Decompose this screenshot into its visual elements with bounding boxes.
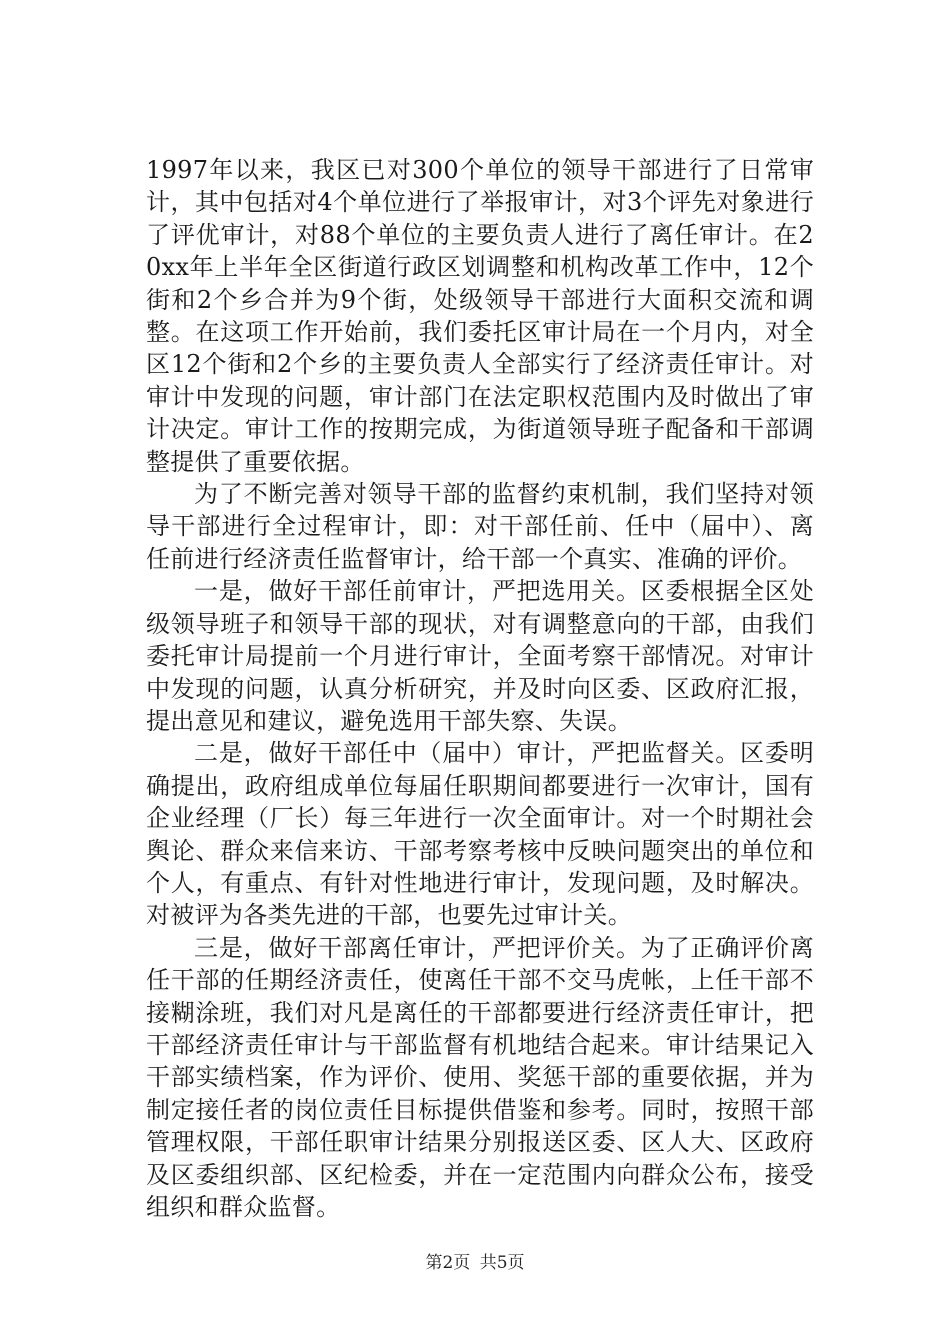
paragraph-5: 三是，做好干部离任审计，严把评价关。为了正确评价离任干部的任期经济责任，使离任干部不交马虎帐，上任干部不接糊涂班，我们对凡是离任的干部都要进行经济责任审计，把干部经济责任审计与干部监督有机地结合起来。审计结果记入干部实绩档案，作为评价、使用、奖惩干部的重要依据，并为制定接任者的岗位责任目标提供借鉴和参考。同时，按照干部管理权限，干部任职审计结果分别报送区委、区人大、区政府及区委组织部、区纪检委，并在一定范围内向群众公布，接受组织和群众监督。	[146, 933, 814, 1221]
document-body	[146, 154, 814, 1223]
paragraph-3: 一是，做好干部任前审计，严把选用关。区委根据全区处级领导班子和领导干部的现状，对有调整意向的干部，由我们委托审计局提前一个月进行审计，全面考察干部情况。对审计中发现的问题，认真分析研究，并及时向区委、区政府汇报，提出意见和建议，避免选用干部失察、失误。	[146, 577, 814, 735]
paragraph-2: 为了不断完善对领导干部的监督约束机制，我们坚持对领导干部进行全过程审计，即：对干部任前、任中（届中）、离任前进行经济责任监督审计，给干部一个真实、准确的评价。	[146, 480, 814, 573]
page-footer	[0, 1248, 950, 1273]
page-total: 共5页	[479, 1253, 525, 1273]
paragraph-4: 二是，做好干部任中（届中）审计，严把监督关。区委明确提出，政府组成单位每届任职期间都要进行一次审计，国有企业经理（厂长）每三年进行一次全面审计。对一个时期社会舆论、群众来信来访、干部考察考核中反映问题突出的单位和个人，有重点、有针对性地进行审计，发现问题，及时解决。对被评为各类先进的干部，也要先过审计关。	[146, 739, 814, 930]
paragraph-1: 1997年以来，我区已对300个单位的领导干部进行了日常审计，其中包括对4个单位进行了举报审计，对3个评先对象进行了评优审计，对88个单位的主要负责人进行了离任审计。在20xx年上半年全区街道行政区划调整和机构改革工作中，12个街和2个乡合并为9个街，处级领导干部进行大面积交流和调整。在这项工作开始前，我们委托区审计局在一个月内，对全区12个街和2个乡的主要负责人全部实行了经济责任审计。对审计中发现的问题，审计部门在法定职权范围内及时做出了审计决定。审计工作的按期完成，为街道领导班子配备和干部调整提供了重要依据。	[146, 156, 814, 476]
page-number: 第2页	[425, 1253, 471, 1273]
